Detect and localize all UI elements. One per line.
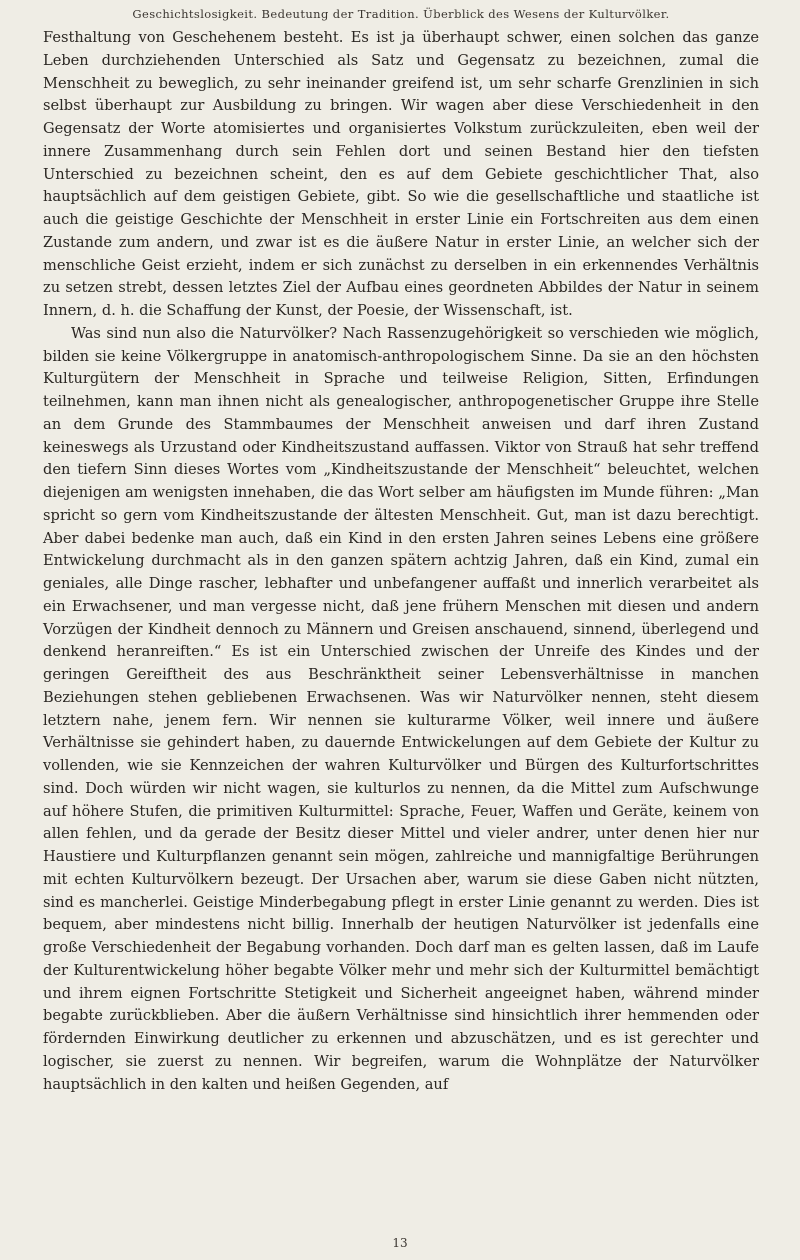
page-number: 13	[392, 1236, 408, 1250]
paragraph-continuation: Festhaltung von Geschehenem besteht. Es ist ja überhaupt schwer, einen solchen das ganze Leben durchziehenden Unterschied als Satz und Gegensatz zu bezeichnen, zumal die Menschheit zu beweglich, zu sehr ineinander greifend ist, um sehr scharfe Grenzlinien in sich selbst überhaupt zur Ausbildung zu bringen. Wir wagen aber diese Verschiedenheit in den Gegensatz der Worte atomisiertes und organisiertes Volkstum zurückzuleiten, eben weil der innere Zusammenhang durch sein Fehlen dort und seinen Bestand hier den tiefsten Unterschied zu bezeichnen scheint, den es auf dem Gebiete geschichtlicher That, also hauptsächlich auf dem geistigen Gebiete, gibt. So wie die gesellschaftliche und staatliche ist auch die geistige Geschichte der Menschheit in erster Linie ein Fortschreiten aus dem einen Zustande zum andern, und zwar ist es die äußere Natur in erster Linie, an welcher sich der menschliche Geist erzieht, indem er sich zunächst zu derselben in ein erkennendes Verhältnis zu setzen strebt, dessen letztes Ziel der Aufbau eines geordneten Abbildes der Natur in seinem Innern, d. h. die Schaffung der Kunst, der Poesie, der Wissenschaft, ist.	[43, 29, 759, 319]
body-text	[43, 27, 759, 1096]
paragraph-naturvoelker: Was sind nun also die Naturvölker? Nach Rassenzugehörigkeit so verschieden wie möglich, bilden sie keine Völkergruppe in anatomisch-anthropologischem Sinne. Da sie an den höchsten Kulturgütern der Menschheit in Sprache und teilweise Religion, Sitten, Erfindungen teilnehmen, kann man ihnen nicht als genealogischer, anthropogenetischer Gruppe ihre Stelle an dem Grunde des Stammbaumes der Menschheit anweisen und darf ihren Zustand keineswegs als Urzustand oder Kindheitszustand auffassen. Viktor von Strauß hat sehr treffend den tiefern Sinn dieses Wortes vom „Kindheitszustande der Menschheit“ beleuchtet, welchen diejenigen am wenigsten innehaben, die das Wort selber am häufigsten im Munde führen: „Man spricht so gern vom Kindheitszustande der ältesten Menschheit. Gut, man ist dazu berechtigt. Aber dabei bedenke man auch, daß ein Kind in den ersten Jahren seines Lebens eine größere Entwickelung durchmacht als in den ganzen spätern achtzig Jahren, daß ein Kind, zumal ein geniales, alle Dinge rascher, lebhafter und unbefangener auffaßt und innerlich verarbeitet als ein Erwachsener, und man vergesse nicht, daß jene frühern Menschen mit diesen und andern Vorzügen der Kindheit dennoch zu Männern und Greisen anschauend, sinnend, überlegend und denkend heranreiften.“ Es ist ein Unterschied zwischen der Unreife des Kindes und der geringen Gereiftheit des aus Beschränktheit seiner Lebensverhältnisse in manchen Beziehungen stehen gebliebenen Erwachsenen. Was wir Naturvölker nennen, steht diesem letztern nahe, jenem fern. Wir nennen sie kulturarme Völker, weil innere und äußere Verhältnisse sie gehindert haben, zu dauernde Entwickelungen auf dem Gebiete der Kultur zu vollenden, wie sie Kennzeichen der wahren Kulturvölker und Bürgen des Kulturfortschrittes sind. Doch würden wir nicht wagen, sie kulturlos zu nennen, da die Mittel zum Aufschwunge auf höhere Stufen, die primitiven Kulturmittel: Sprache, Feuer, Waffen und Geräte, keinem von allen fehlen, und da gerade der Besitz dieser Mittel und vieler andrer, unter denen hier nur Haustiere und Kulturpflanzen genannt sein mögen, zahlreiche und mannigfaltige Berührungen mit echten Kulturvölkern bezeugt. Der Ursachen aber, warum sie diese Gaben nicht nützten, sind es mancherlei. Geistige Minderbegabung pflegt in erster Linie genannt zu werden. Dies ist bequem, aber mindestens nicht billig. Innerhalb der heutigen Naturvölker ist jedenfalls eine große Verschiedenheit der Begabung vorhanden. Doch darf man es gelten lassen, daß im Laufe der Kulturentwickelung höher begabte Völker mehr und mehr sich der Kulturmittel bemächtigt und ihrem eignen Fortschritte Stetigkeit und Sicherheit angeeignet haben, während minder begabte zurückblieben. Aber die äußern Verhältnisse sind hinsichtlich ihrer hemmenden oder fördernden Einwirkung deutlicher zu erkennen und abzuschätzen, und es ist gerechter und logischer, sie zuerst zu nennen. Wir begreifen, warum die Wohnplätze der Naturvölker hauptsächlich in den kalten und heißen Gegenden, auf	[43, 324, 759, 1093]
running-head: Geschichtslosigkeit. Bedeutung der Tradition. Überblick des Wesens der Kulturvölker.	[132, 7, 670, 21]
